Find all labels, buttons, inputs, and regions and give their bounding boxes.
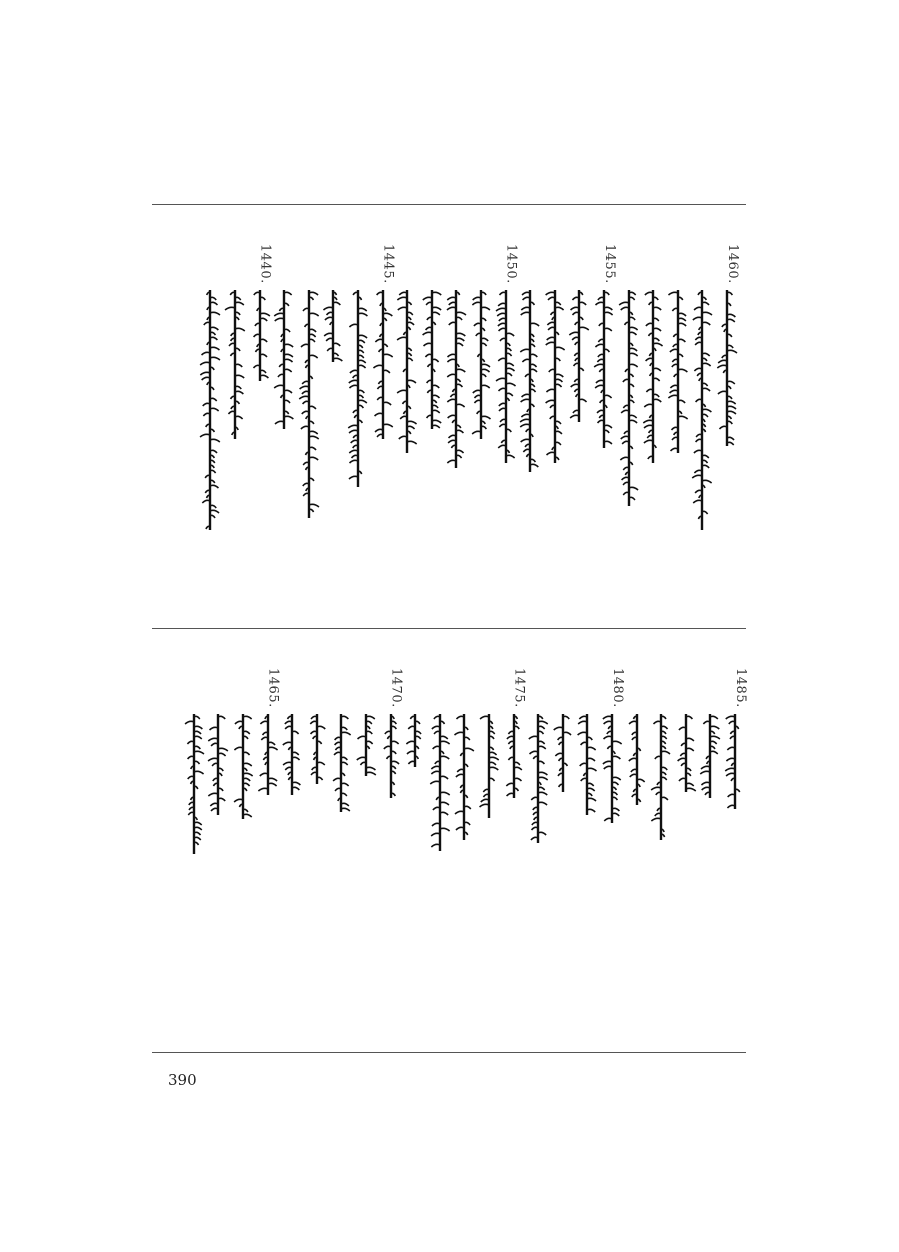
mongolian-script-line-image: [525, 714, 551, 843]
line-number: [320, 244, 346, 284]
line-number: [222, 244, 248, 284]
verse-line: [525, 668, 551, 868]
verse-line: [493, 244, 519, 534]
line-number: [279, 668, 305, 708]
mongolian-script-line-image: [714, 290, 740, 446]
line-number: 1475.: [511, 668, 527, 708]
verse-line: [714, 244, 740, 534]
verse-line: [402, 668, 428, 868]
mongolian-script-line-image: [566, 290, 592, 422]
verse-line: [566, 244, 592, 534]
verse-line: [255, 668, 281, 868]
mongolian-script-line-image: [205, 714, 231, 815]
line-number: [402, 668, 428, 708]
verse-line: [665, 244, 691, 534]
verse-line: [378, 668, 404, 868]
verse-line: [616, 244, 642, 534]
line-number: [304, 668, 330, 708]
mongolian-script-line-image: [624, 714, 650, 805]
line-number: [451, 668, 477, 708]
verse-line: [320, 244, 346, 534]
line-number: [296, 244, 322, 284]
mongolian-script-line-image: [673, 714, 699, 792]
mongolian-script-line-image: [640, 290, 666, 463]
line-number: [550, 668, 576, 708]
line-number: [394, 244, 420, 284]
mongolian-script-line-image: [451, 714, 477, 840]
verse-line: [370, 244, 396, 534]
mongolian-script-line-image: [394, 290, 420, 453]
verse-line: [591, 244, 617, 534]
line-number: [648, 668, 674, 708]
verse-line: [296, 244, 322, 534]
mongolian-script-line-image: [665, 290, 691, 453]
line-number: [230, 668, 256, 708]
line-number: 1450.: [503, 244, 519, 284]
line-number: [616, 244, 642, 284]
line-number: [197, 244, 223, 284]
verse-line: [574, 668, 600, 868]
mongolian-script-line-image: [247, 290, 273, 381]
verse-line: [542, 244, 568, 534]
mongolian-script-line-image: [476, 714, 502, 818]
verse-line: [599, 668, 625, 868]
mongolian-script-line-image: [616, 290, 642, 506]
verse-line: [443, 244, 469, 534]
mongolian-script-line-image: [230, 714, 256, 819]
mongolian-script-line-image: [443, 290, 469, 468]
mongolian-script-line-image: [697, 714, 723, 798]
line-number: [443, 244, 469, 284]
verse-line: [247, 244, 273, 534]
verse-line: [304, 668, 330, 868]
verse-line: [271, 244, 297, 534]
page-number: 390: [168, 1071, 197, 1089]
line-number: [271, 244, 297, 284]
verse-line: [722, 668, 748, 868]
line-number: [328, 668, 354, 708]
line-number: [624, 668, 650, 708]
verse-line: [279, 668, 305, 868]
line-number: 1460.: [725, 244, 740, 284]
mongolian-script-line-image: [271, 290, 297, 429]
mongolian-script-line-image: [591, 290, 617, 448]
mongolian-script-line-image: [197, 290, 223, 530]
mongolian-script-line-image: [402, 714, 428, 767]
verse-line: [673, 668, 699, 868]
line-number: [689, 244, 715, 284]
verse-line: [476, 668, 502, 868]
verse-line: [697, 668, 723, 868]
verse-line: [205, 668, 231, 868]
mongolian-script-line-image: [181, 714, 207, 854]
verse-line: [689, 244, 715, 534]
verse-line: [181, 668, 207, 868]
mongolian-script-line-image: [689, 290, 715, 530]
mongolian-script-line-image: [501, 714, 527, 798]
mongolian-script-line-image: [328, 714, 354, 812]
mongolian-script-line-image: [304, 714, 330, 784]
verse-line: [230, 668, 256, 868]
mongolian-script-line-image: [599, 714, 625, 823]
line-number: 1455.: [602, 244, 617, 284]
verse-line: [353, 668, 379, 868]
mongolian-script-line-image: [574, 714, 600, 815]
verse-section-lower: [152, 668, 746, 868]
line-number: [419, 244, 445, 284]
verse-line: [648, 668, 674, 868]
line-number: 1445.: [380, 244, 396, 284]
line-number: [205, 668, 231, 708]
mongolian-script-line-image: [468, 290, 494, 439]
line-number: [476, 668, 502, 708]
line-number: 1485.: [733, 668, 748, 708]
line-number: 1440.: [257, 244, 273, 284]
mongolian-script-line-image: [345, 290, 371, 487]
verse-line: [222, 244, 248, 534]
verse-line: [197, 244, 223, 534]
verse-line: [501, 668, 527, 868]
verse-line: [427, 668, 453, 868]
line-number: [665, 244, 691, 284]
line-number: 1470.: [388, 668, 404, 708]
middle-rule: [152, 628, 746, 629]
line-number: [697, 668, 723, 708]
mongolian-script-line-image: [370, 290, 396, 439]
mongolian-script-line-image: [255, 714, 281, 795]
line-number: [353, 668, 379, 708]
mongolian-script-line-image: [550, 714, 576, 792]
line-number: [640, 244, 666, 284]
line-number: [525, 668, 551, 708]
mongolian-script-line-image: [222, 290, 248, 439]
verse-line: [624, 668, 650, 868]
verse-line: [640, 244, 666, 534]
mongolian-script-line-image: [419, 290, 445, 429]
top-rule: [152, 204, 746, 205]
mongolian-script-line-image: [648, 714, 674, 840]
verse-section-upper: [152, 244, 746, 534]
mongolian-script-line-image: [427, 714, 453, 851]
line-number: [517, 244, 543, 284]
line-number: [673, 668, 699, 708]
verse-line: [345, 244, 371, 534]
line-number: [566, 244, 592, 284]
verse-line: [394, 244, 420, 534]
mongolian-script-line-image: [542, 290, 568, 463]
verse-line: [328, 668, 354, 868]
line-number: [542, 244, 568, 284]
verse-line: [550, 668, 576, 868]
verse-line: [419, 244, 445, 534]
mongolian-script-line-image: [279, 714, 305, 795]
bottom-rule: [152, 1052, 746, 1053]
line-number: [468, 244, 494, 284]
verse-line: [468, 244, 494, 534]
mongolian-script-line-image: [517, 290, 543, 472]
mongolian-script-line-image: [353, 714, 379, 776]
line-number: [345, 244, 371, 284]
mongolian-script-line-image: [378, 714, 404, 798]
verse-line: [517, 244, 543, 534]
line-number: [181, 668, 207, 708]
verse-line: [451, 668, 477, 868]
mongolian-script-line-image: [296, 290, 322, 518]
line-number: 1465.: [265, 668, 281, 708]
line-number: [574, 668, 600, 708]
mongolian-script-line-image: [320, 290, 346, 362]
mongolian-script-line-image: [722, 714, 748, 809]
line-number: 1480.: [610, 668, 625, 708]
line-number: [427, 668, 453, 708]
mongolian-script-line-image: [493, 290, 519, 463]
